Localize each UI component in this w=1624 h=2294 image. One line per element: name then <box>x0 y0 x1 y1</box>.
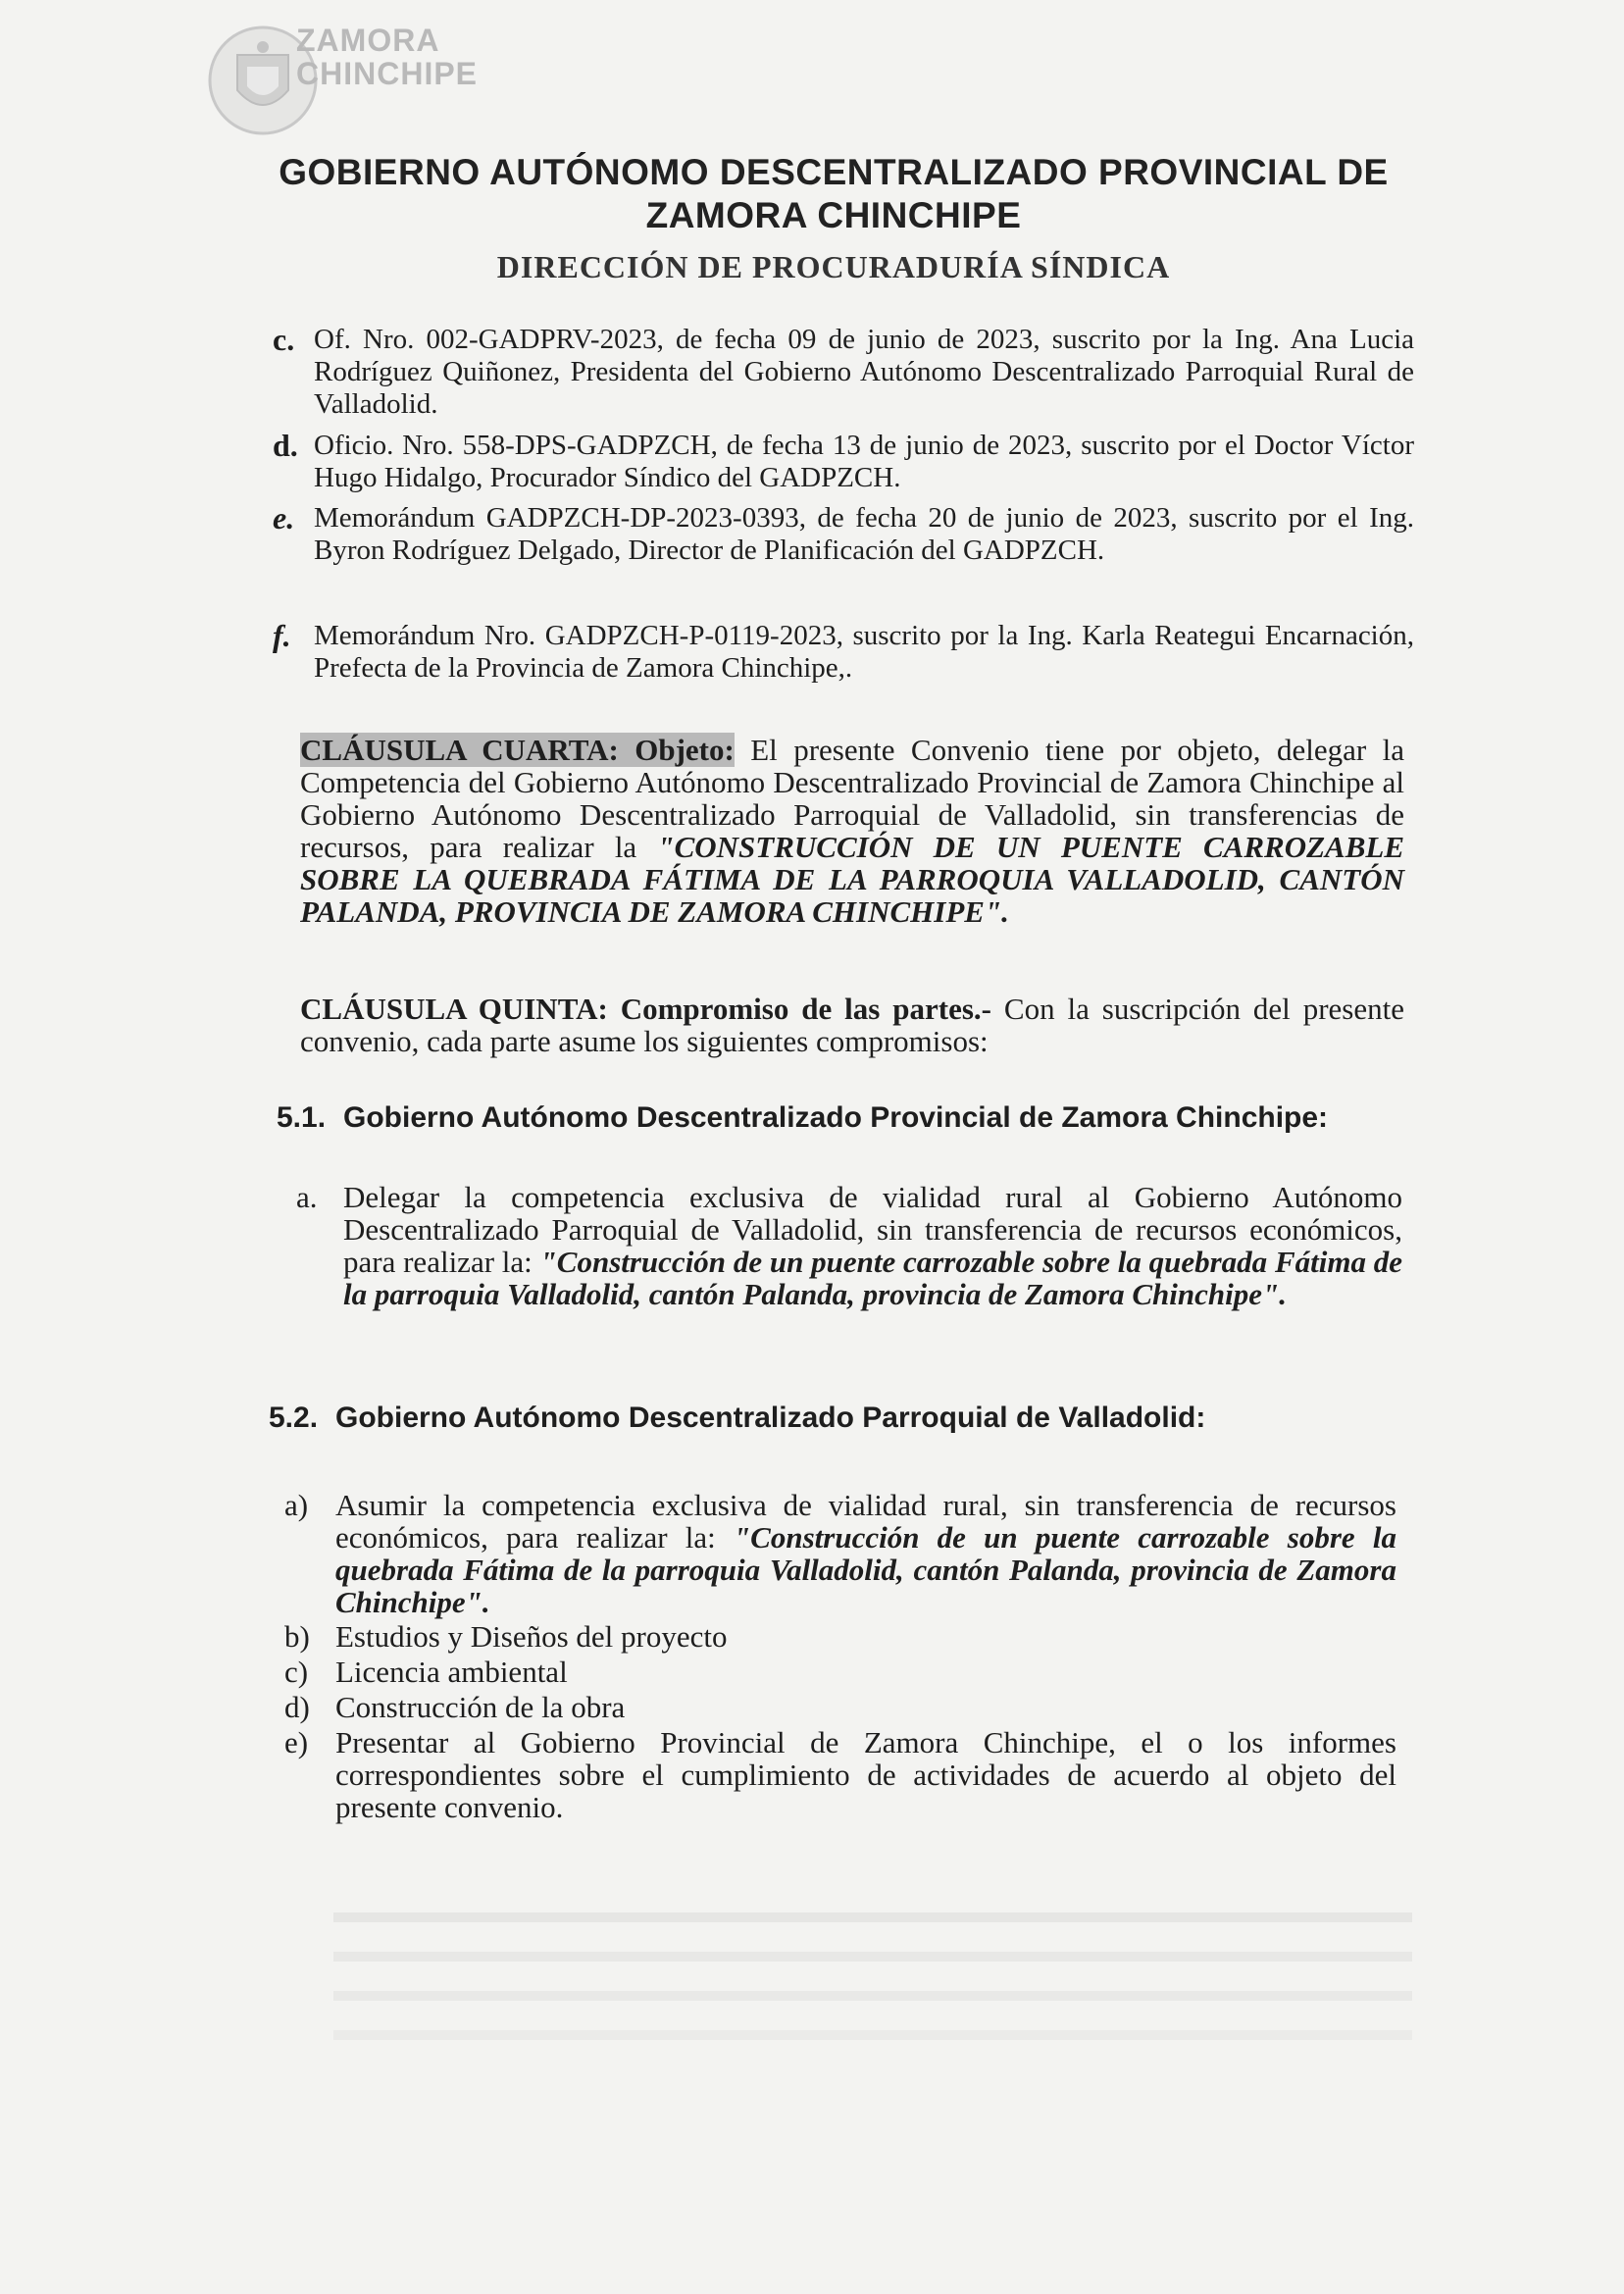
reference-marker: e. <box>273 500 295 535</box>
clause-body: El presente Convenio tiene por objeto, delegar la Competencia del Gobierno Autónomo Descentralizado Provincial de Zamora Chinchipe al Gobierno Autónomo Descentralizado Parroquial de Valladolid, sin transferencias de recursos, para realizar la <box>300 733 1405 864</box>
commitment-marker: e) <box>284 1725 309 1759</box>
reference-item <box>273 618 1414 685</box>
reference-marker: c. <box>273 322 295 357</box>
section-number: 5.1. <box>277 1101 327 1134</box>
bleed-through-line <box>333 1952 1412 1962</box>
commitment-text: Licencia ambiental <box>335 1655 568 1689</box>
reference-item <box>273 428 1414 494</box>
bleed-through-line <box>333 2030 1412 2040</box>
commitment-item <box>284 1725 1396 1824</box>
section-5-1-heading <box>277 1100 1412 1136</box>
reference-item <box>273 500 1414 567</box>
clause-quinta <box>300 993 1404 1057</box>
logo-line-2: CHINCHIPE <box>296 56 479 91</box>
section-5-2-heading <box>269 1401 1404 1436</box>
commitment-emphasis: "Construcción de un puente carrozable sobre la quebrada Fátima de la parroquia Valladolid, cantón Palanda, provincia de Zamora Chinchipe". <box>343 1245 1402 1311</box>
clause-body: Con la suscripción del presente convenio, cada parte asume los siguientes compromisos: <box>300 992 1404 1058</box>
bleed-through-line <box>333 1991 1412 2001</box>
reference-text: Of. Nro. 002-GADPRV-2023, de fecha 09 de junio de 2023, suscrito por la Ing. Ana Lucia Rodríguez Quiñonez, Presidenta del Gobierno Autónomo Descentralizado Parroquial Rural de Valladolid. <box>314 324 1414 420</box>
reference-item <box>273 322 1414 421</box>
header-line-1: GOBIERNO AUTÓNOMO DESCENTRALIZADO PROVINCIAL DE <box>279 152 1389 192</box>
section-title: Gobierno Autónomo Descentralizado Provincial de Zamora Chinchipe: <box>343 1101 1329 1134</box>
commitment-item <box>284 1655 1396 1689</box>
reference-text: Memorándum Nro. GADPZCH-P-0119-2023, suscrito por la Ing. Karla Reategui Encarnación, Prefecta de la Provincia de Zamora Chinchipe,. <box>314 620 1414 684</box>
reference-text: Oficio. Nro. 558-DPS-GADPZCH, de fecha 13 de junio de 2023, suscrito por el Doctor Víctor Hugo Hidalgo, Procurador Síndico del GADPZCH. <box>314 430 1414 493</box>
commitment-marker: a. <box>296 1180 318 1214</box>
reference-marker: f. <box>273 618 291 653</box>
commitment-marker: c) <box>284 1655 309 1689</box>
commitment-marker: b) <box>284 1619 310 1654</box>
clause-heading: CLÁUSULA CUARTA: Objeto: <box>300 733 735 767</box>
commitment-text: Asumir la competencia exclusiva de vialidad rural, sin transferencia de recursos económicos, para realizar la: <box>335 1488 1396 1555</box>
header-line-2: ZAMORA CHINCHIPE <box>645 195 1022 235</box>
reference-text: Memorándum GADPZCH-DP-2023-0393, de fecha 20 de junio de 2023, suscrito por el Ing. Byron Rodríguez Delgado, Director de Planificación del GADPZCH. <box>314 502 1414 566</box>
commitment-text: Estudios y Diseños del proyecto <box>335 1619 728 1654</box>
commitment-emphasis: "Construcción de un puente carrozable sobre la quebrada Fátima de la parroquia Valladolid, cantón Palanda, provincia de Zamora Chinchipe". <box>335 1520 1396 1619</box>
commitment-text: Presentar al Gobierno Provincial de Zamora Chinchipe, el o los informes correspondientes sobre el cumplimiento de actividades de acuerdo al objeto del presente convenio. <box>335 1725 1396 1824</box>
logo-line-1: ZAMORA <box>296 23 440 58</box>
commitment-item <box>284 1488 1396 1619</box>
bleed-through-line <box>333 1912 1412 1922</box>
reference-marker: d. <box>273 428 298 463</box>
commitment-marker: a) <box>284 1488 309 1522</box>
commitment-item <box>284 1619 1396 1654</box>
commitment-item <box>296 1180 1402 1311</box>
header-line-3: DIRECCIÓN DE PROCURADURÍA SÍNDICA <box>496 249 1171 284</box>
commitment-text: Construcción de la obra <box>335 1690 626 1724</box>
logo-wordmark <box>296 24 478 90</box>
commitment-item <box>284 1690 1396 1724</box>
clause-emphasis: "CONSTRUCCIÓN DE UN PUENTE CARROZABLE SOBRE LA QUEBRADA FÁTIMA DE LA PARROQUIA VALLADOLID, CANTÓN PALANDA, PROVINCIA DE ZAMORA CHINCHIPE". <box>300 830 1404 929</box>
clause-heading: CLÁUSULA QUINTA: Compromiso de las partes.- <box>300 992 991 1026</box>
commitment-text: Delegar la competencia exclusiva de vialidad rural al Gobierno Autónomo Descentralizado Parroquial de Valladolid, sin transferencia de recursos económicos, para realizar la: <box>343 1180 1402 1279</box>
clause-cuarta <box>300 734 1404 928</box>
commitment-marker: d) <box>284 1690 310 1724</box>
section-title: Gobierno Autónomo Descentralizado Parroquial de Valladolid: <box>335 1402 1206 1434</box>
section-number: 5.2. <box>269 1402 319 1434</box>
